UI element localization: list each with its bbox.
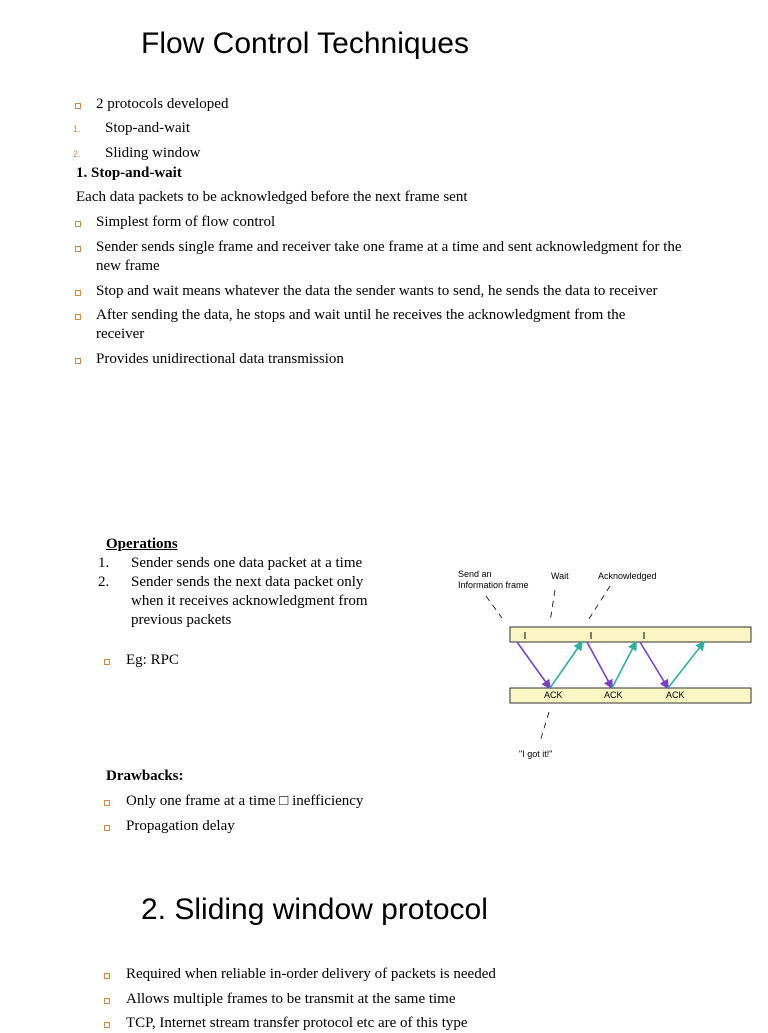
pointer-line xyxy=(486,596,502,618)
bullet-icon xyxy=(75,221,81,227)
ack-label: ACK xyxy=(666,690,685,700)
operation-step: Sender sends the next data packet only when it receives acknowledgment from previous packets xyxy=(131,574,368,628)
list-item: Required when reliable in-order delivery of packets is needed xyxy=(126,966,496,982)
operation-step: Sender sends one data packet at a time xyxy=(131,555,363,571)
diagram-caption: "I got it!" xyxy=(519,749,553,759)
stop-and-wait-diagram xyxy=(480,582,762,762)
step-number: 2. xyxy=(98,574,110,590)
example-text: Eg: RPC xyxy=(126,652,179,668)
bullet-icon xyxy=(75,103,81,109)
ack-label: ACK xyxy=(604,690,623,700)
frame-arrow xyxy=(587,642,612,688)
section-title-sliding-window: 2. Sliding window protocol xyxy=(141,893,488,926)
pointer-line xyxy=(550,590,555,622)
ack-arrow xyxy=(612,642,636,688)
frame-arrow xyxy=(517,642,550,688)
page-title: Flow Control Techniques xyxy=(141,27,469,60)
bullet-icon xyxy=(75,358,81,364)
list-number: 2. xyxy=(73,149,81,159)
drawbacks-heading: Drawbacks: xyxy=(106,768,184,784)
list-item: Sender sends single frame and receiver take one frame at a time and sent acknowledgment for the new frame xyxy=(96,239,682,274)
pointer-line xyxy=(587,586,610,622)
diagram-label-send: Send an Information frame xyxy=(458,569,529,590)
ack-arrow xyxy=(668,642,704,688)
bullet-icon xyxy=(75,246,81,252)
protocol-sliding-window: Sliding window xyxy=(105,145,201,161)
step-number: 1. xyxy=(98,555,110,571)
sender-band xyxy=(510,627,751,642)
bullet-icon xyxy=(104,998,110,1004)
operations-heading: Operations xyxy=(106,536,178,552)
bullet-icon xyxy=(104,659,110,665)
frame-arrow xyxy=(640,642,668,688)
list-item: TCP, Internet stream transfer protocol etc are of this type xyxy=(126,1015,468,1031)
list-item: Simplest form of flow control xyxy=(96,214,276,230)
list-number: 1. xyxy=(73,124,81,134)
section-heading-stop-and-wait: 1. Stop-and-wait xyxy=(76,165,182,181)
diagram-label-acknowledged: Acknowledged xyxy=(598,571,657,581)
protocol-stop-and-wait: Stop-and-wait xyxy=(105,120,190,136)
diagram-label-wait: Wait xyxy=(551,571,569,581)
list-item: Provides unidirectional data transmission xyxy=(96,351,344,367)
bullet-icon xyxy=(104,825,110,831)
intro-text: 2 protocols developed xyxy=(96,96,229,112)
list-item: Allows multiple frames to be transmit at the same time xyxy=(126,991,456,1007)
definition-text: Each data packets to be acknowledged before the next frame sent xyxy=(76,189,468,205)
drawback-item: Propagation delay xyxy=(126,818,235,834)
list-item: After sending the data, he stops and wait until he receives the acknowledgment from the receiver xyxy=(96,307,626,342)
list-item: Stop and wait means whatever the data the sender wants to send, he sends the data to receiver xyxy=(96,283,658,299)
ack-arrow xyxy=(550,642,582,688)
pointer-line xyxy=(540,712,549,742)
bullet-icon xyxy=(104,800,110,806)
bullet-icon xyxy=(75,290,81,296)
bullet-icon xyxy=(104,1022,110,1028)
bullet-icon xyxy=(75,314,81,320)
ack-label: ACK xyxy=(544,690,563,700)
bullet-icon xyxy=(104,973,110,979)
drawback-item: Only one frame at a time □ inefficiency xyxy=(126,793,364,809)
